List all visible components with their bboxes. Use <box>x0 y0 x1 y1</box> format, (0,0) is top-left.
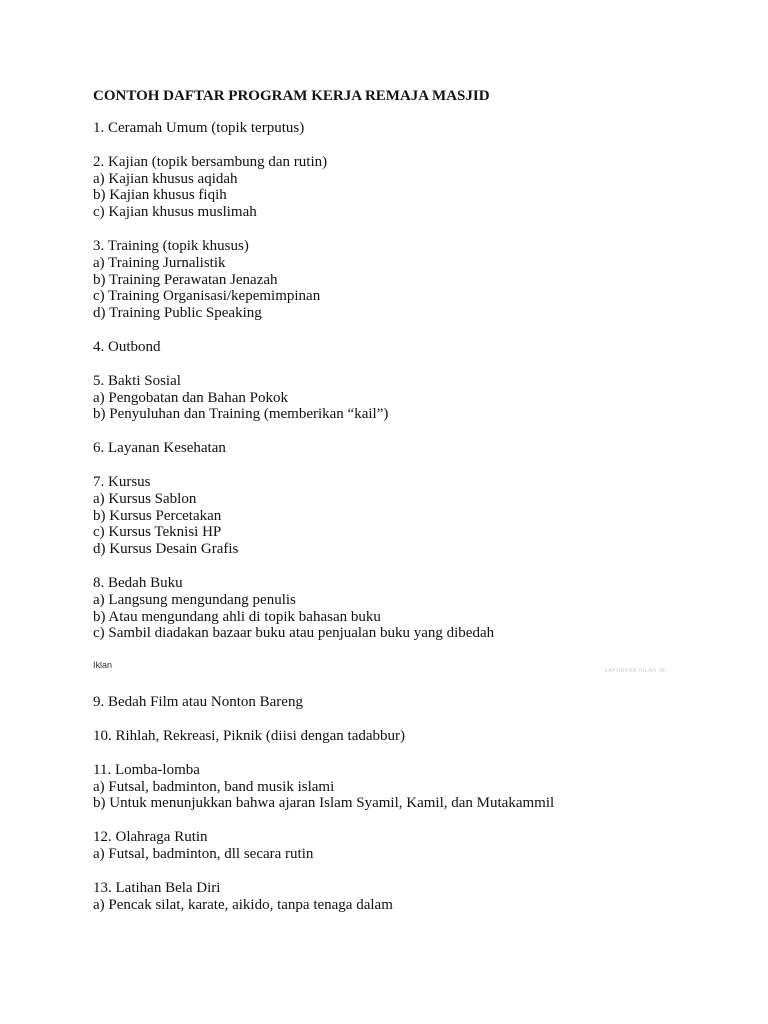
program-sub-item: d) Kursus Desain Grafis <box>93 541 239 558</box>
ad-label: Iklan <box>93 660 113 671</box>
program-heading: 3. Training (topik khusus) <box>93 237 249 254</box>
program-heading: 2. Kajian (topik bersambung dan rutin) <box>93 153 328 170</box>
program-sub-item: b) Kajian khusus fiqih <box>93 187 227 204</box>
program-list-part-2 <box>93 694 733 913</box>
program-section <box>93 880 733 914</box>
program-section <box>93 829 733 863</box>
report-ad-link[interactable]: LAPORKAN IKLAN INI <box>605 668 667 675</box>
program-sub-item: a) Pengobatan dan Bahan Pokok <box>93 389 288 406</box>
program-heading: 1. Ceramah Umum (topik terputus) <box>93 120 305 136</box>
program-heading: 8. Bedah Buku <box>93 574 183 591</box>
program-sub-item: b) Untuk menunjukkan bahwa ajaran Islam Syamil, Kamil, dan Mutakammil <box>93 795 555 812</box>
program-sub-item: a) Pencak silat, karate, aikido, tanpa tenaga dalam <box>93 896 393 913</box>
program-sub-item: b) Penyuluhan dan Training (memberikan “kail”) <box>93 406 389 423</box>
program-heading: 4. Outbond <box>93 338 161 355</box>
program-sub-item: c) Kajian khusus muslimah <box>93 204 257 221</box>
program-heading: 13. Latihan Bela Diri <box>93 879 221 896</box>
program-sub-item: a) Futsal, badminton, dll secara rutin <box>93 845 314 862</box>
program-section <box>93 474 733 558</box>
program-heading: 7. Kursus <box>93 473 151 490</box>
program-heading: 10. Rihlah, Rekreasi, Piknik (diisi dengan tadabbur) <box>93 727 406 744</box>
program-heading: 11. Lomba-lomba <box>93 761 200 778</box>
program-section <box>93 238 733 322</box>
program-heading: 9. Bedah Film atau Nonton Bareng <box>93 694 303 711</box>
program-sub-item: a) Langsung mengundang penulis <box>93 591 296 608</box>
program-section <box>93 339 733 356</box>
program-section <box>93 762 733 812</box>
program-list-part-1 <box>93 120 733 642</box>
program-sub-item: c) Sambil diadakan bazaar buku atau penjualan buku yang dibedah <box>93 625 495 642</box>
program-section <box>93 120 733 137</box>
program-sub-item: c) Kursus Teknisi HP <box>93 524 222 541</box>
program-heading: 5. Bakti Sosial <box>93 372 181 389</box>
document-title: CONTOH DAFTAR PROGRAM KERJA REMAJA MASJID <box>93 88 490 104</box>
program-sub-item: b) Training Perawatan Jenazah <box>93 271 278 288</box>
program-section <box>93 728 733 745</box>
program-sub-item: b) Atau mengundang ahli di topik bahasan buku <box>93 608 381 625</box>
program-section <box>93 694 733 711</box>
program-sub-item: a) Kajian khusus aqidah <box>93 170 238 187</box>
program-section <box>93 373 733 423</box>
program-section <box>93 440 733 457</box>
program-sub-item: b) Kursus Percetakan <box>93 507 222 524</box>
program-heading: 6. Layanan Kesehatan <box>93 440 226 457</box>
program-heading: 12. Olahraga Rutin <box>93 829 208 846</box>
program-sub-item: a) Futsal, badminton, band musik islami <box>93 778 335 795</box>
ad-slot <box>93 659 733 675</box>
program-sub-item: a) Kursus Sablon <box>93 490 197 507</box>
program-sub-item: d) Training Public Speaking <box>93 305 262 322</box>
document-page <box>93 86 733 930</box>
program-section <box>93 575 733 642</box>
program-sub-item: a) Training Jurnalistik <box>93 254 226 271</box>
program-sub-item: c) Training Organisasi/kepemimpinan <box>93 288 321 305</box>
program-section <box>93 154 733 221</box>
